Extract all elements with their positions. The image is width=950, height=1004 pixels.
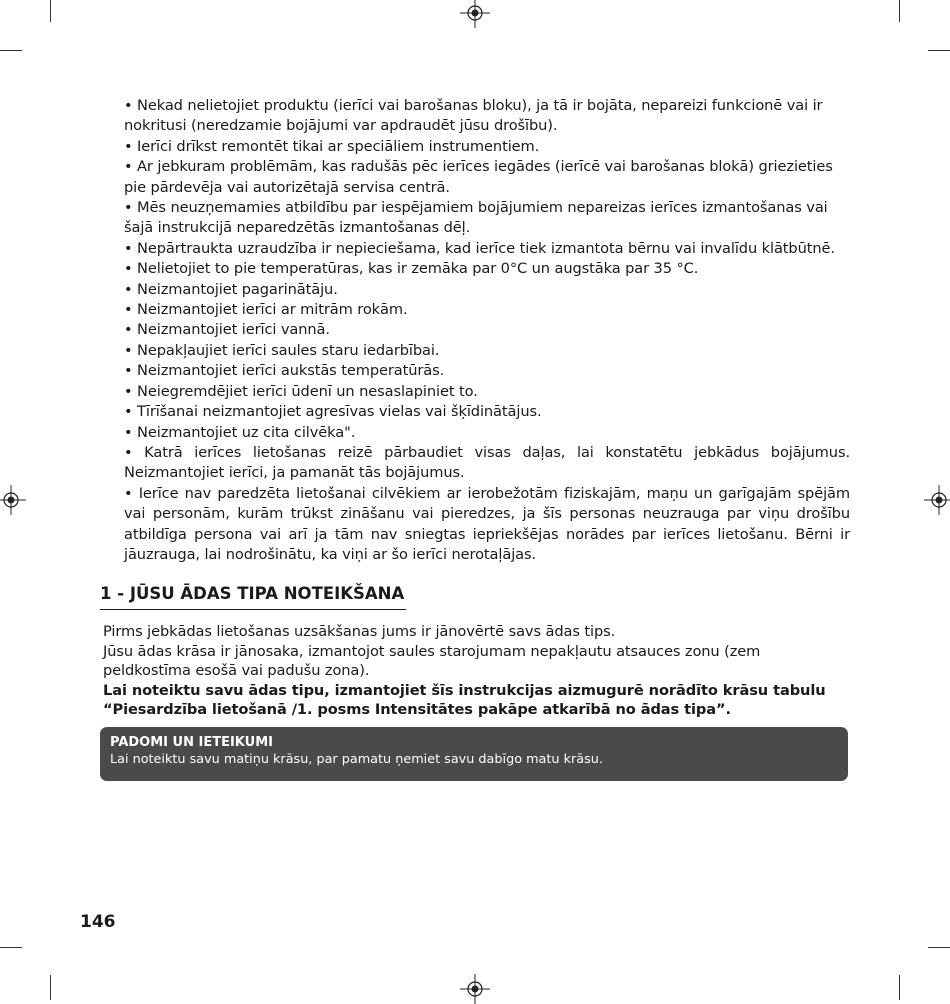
list-item: • Neizmantojiet ierīci aukstās temperatūrās. (124, 362, 445, 380)
list-item: • Nepārtraukta uzraudzība ir nepieciešama, kad ierīce tiek izmantota bērnu vai invalīdu klātbūtnē. (124, 239, 835, 257)
skin-type-section (100, 582, 850, 720)
section-bold-paragraph: Lai noteiktu savu ādas tipu, izmantojiet šīs instrukcijas aizmugurē norādīto krāsu tabulu “Piesardzība lietošanā /1. posms Intensitātes pakāpe atkarībā no ādas tipa”. (103, 681, 826, 719)
list-item: • Neizmantojiet ierīci ar mitrām rokām. (124, 301, 408, 319)
crop-mark (0, 50, 22, 51)
registration-mark-icon (924, 485, 950, 515)
crop-mark (50, 0, 51, 22)
list-item: • Ar jebkuram problēmām, kas radušās pēc ierīces iegādes (ierīcē vai barošanas blokā) griezieties pie pārdevēja vai autorizētajā servisa centrā. (124, 158, 833, 196)
registration-mark-icon (460, 0, 490, 28)
list-item: • Ierīci drīkst remontēt tikai ar speciāliem instrumentiem. (124, 137, 540, 155)
section-paragraph: Jūsu ādas krāsa ir jānosaka, izmantojot saules starojumam nepakļautu atsauces zonu (zem peldkostīma esošā vai padušu zona). (103, 642, 761, 680)
list-item: • Mēs neuzņemamies atbildību par iespējamiem bojājumiem nepareizas ierīces izmantošanas vai šajā instrukcijā neparedzētās izmantošanas dēļ. (124, 199, 828, 237)
list-item: • Neiegremdējiet ierīci ūdenī un nesaslapiniet to. (124, 382, 478, 400)
section-body (100, 622, 850, 720)
tips-box-title: PADOMI UN IETEIKUMI (110, 735, 273, 750)
list-item: • Nekad nelietojiet produktu (ierīci vai barošanas bloku), ja tā ir bojāta, nepareizi funkcionē vai ir nokritusi (neredzamie bojājumi var apdraudēt jūsu drošību). (124, 97, 823, 135)
list-item: • Neizmantojiet ierīci vannā. (124, 321, 330, 339)
list-item: • Neizmantojiet uz cita cilvēka". (124, 423, 356, 441)
safety-bullet-list (124, 96, 850, 565)
list-item: • Ierīce nav paredzēta lietošanai cilvēkiem ar ierobežotām fiziskajām, maņu un garīgajām spējām vai personām, kurām trūkst zināšanu vai pieredzes, ja šīs personas neuzrauga par viņu drošību atbildīga persona vai arī ja tām nav sniegtas iepriekšējas norādes par ierīces lietošanu. Bērni ir jāuzrauga, lai nodrošinātu, ka viņi ar šo ierīci nerotaļājas. (124, 484, 850, 563)
tips-box (100, 727, 848, 781)
crop-mark (928, 947, 950, 948)
section-paragraph: Pirms jebkādas lietošanas uzsākšanas jums ir jānovērtē savs ādas tips. (103, 623, 616, 640)
tips-box-text: Lai noteiktu savu matiņu krāsu, par pamatu ņemiet savu dabīgo matu krāsu. (110, 752, 603, 767)
list-item: • Tīrīšanai neizmantojiet agresīvas vielas vai šķīdinātājus. (124, 403, 542, 421)
page-number: 146 (80, 912, 116, 932)
registration-mark-icon (0, 485, 26, 515)
list-item: • Neizmantojiet pagarinātāju. (124, 280, 338, 298)
crop-mark (899, 0, 900, 22)
crop-mark (0, 947, 22, 948)
list-item: • Katrā ierīces lietošanas reizē pārbaudiet visas daļas, lai konstatētu jebkādus bojājumus. Neizmantojiet ierīci, ja pamanāt tās bojājumus. (124, 443, 850, 482)
crop-mark (50, 975, 51, 1000)
section-heading: 1 - JŪSU ĀDAS TIPA NOTEIKŠANA (100, 582, 406, 610)
crop-mark (928, 50, 950, 51)
crop-mark (899, 975, 900, 1000)
list-item: • Nepakļaujiet ierīci saules staru iedarbībai. (124, 341, 440, 359)
list-item: • Nelietojiet to pie temperatūras, kas ir zemāka par 0°C un augstāka par 35 °C. (124, 260, 699, 278)
